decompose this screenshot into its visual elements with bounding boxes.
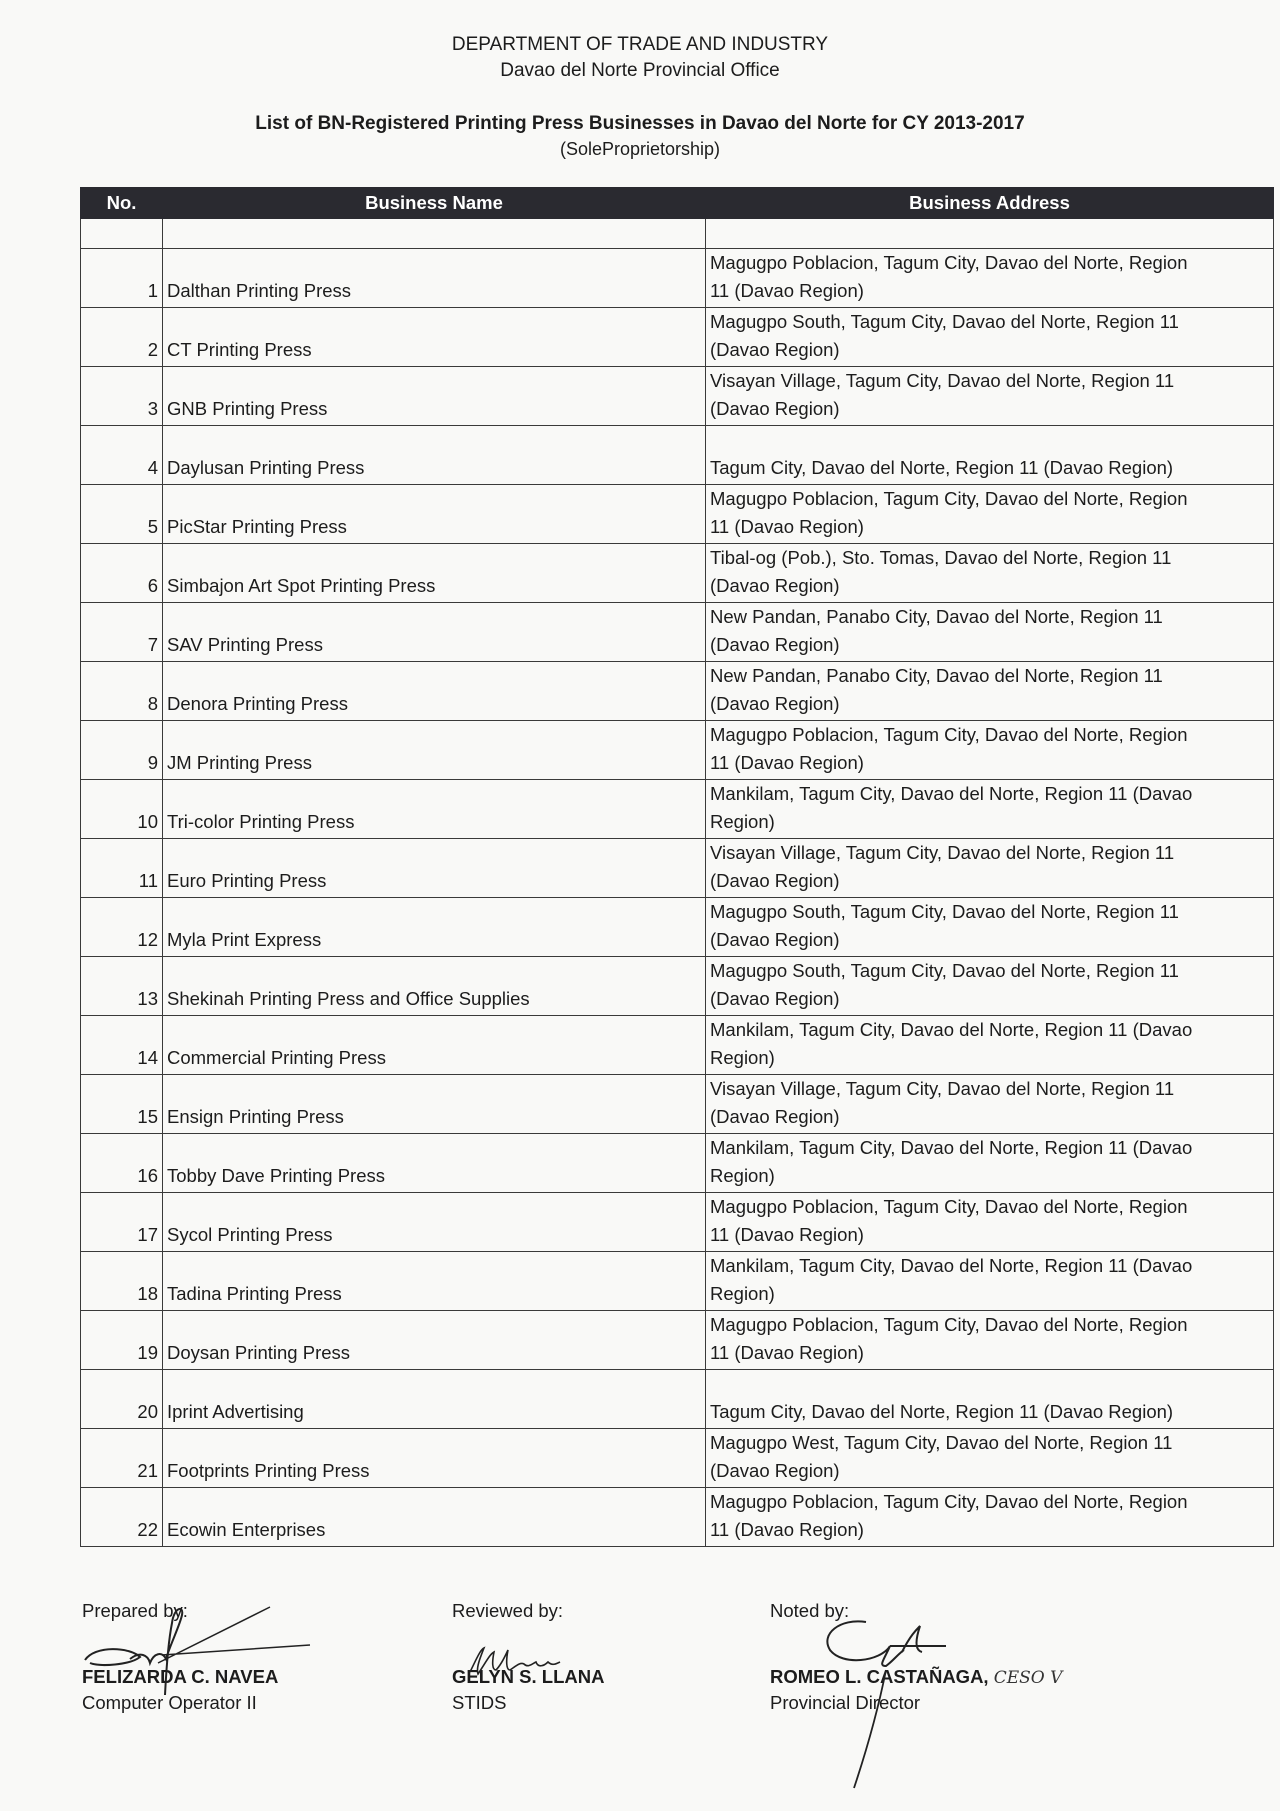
reviewed-by-name: GELYN S. LLANA xyxy=(452,1666,605,1687)
blank-cell xyxy=(706,219,1274,249)
address-line-2: Region) xyxy=(710,1047,775,1068)
business-name: Daylusan Printing Press xyxy=(163,426,706,485)
address-line-2: (Davao Region) xyxy=(710,398,840,419)
business-address xyxy=(706,426,1274,485)
address-line-2: (Davao Region) xyxy=(710,1460,840,1481)
office-name: Davao del Norte Provincial Office xyxy=(500,60,780,81)
table-row xyxy=(81,780,1274,839)
business-address xyxy=(706,780,1274,839)
row-number: 20 xyxy=(81,1370,163,1429)
business-address xyxy=(706,485,1274,544)
address-line-2: (Davao Region) xyxy=(710,929,840,950)
business-address xyxy=(706,544,1274,603)
address-line-1: Tibal-og (Pob.), Sto. Tomas, Davao del Norte, Region 11 xyxy=(710,547,1172,568)
noted-by-name: ROMEO L. CASTAÑAGA, xyxy=(770,1666,989,1687)
address-line-1: Magugpo South, Tagum City, Davao del Norte, Region 11 xyxy=(710,311,1179,332)
business-address xyxy=(706,1075,1274,1134)
address-line-1: Magugpo Poblacion, Tagum City, Davao del Norte, Region xyxy=(710,724,1188,745)
row-number: 4 xyxy=(81,426,163,485)
business-name: Ensign Printing Press xyxy=(163,1075,706,1134)
address-line-1: Magugpo Poblacion, Tagum City, Davao del Norte, Region xyxy=(710,1196,1188,1217)
business-address xyxy=(706,1134,1274,1193)
document-subtitle: (SoleProprietorship) xyxy=(559,139,721,159)
address-line-2: Tagum City, Davao del Norte, Region 11 (Davao Region) xyxy=(710,457,1174,478)
table-row xyxy=(81,544,1274,603)
table-row xyxy=(81,1134,1274,1193)
reviewed-by-label: Reviewed by: xyxy=(452,1600,564,1621)
business-address xyxy=(706,1193,1274,1252)
address-line-1 xyxy=(710,426,1269,454)
business-address xyxy=(706,1016,1274,1075)
business-address xyxy=(706,367,1274,426)
address-line-2: (Davao Region) xyxy=(710,988,840,1009)
column-header-business-address: Business Address xyxy=(706,188,1274,219)
business-address xyxy=(706,249,1274,308)
row-number: 13 xyxy=(81,957,163,1016)
address-line-1: Magugpo Poblacion, Tagum City, Davao del Norte, Region xyxy=(710,1491,1188,1512)
address-line-2: 11 (Davao Region) xyxy=(710,280,864,301)
address-line-1: Mankilam, Tagum City, Davao del Norte, Region 11 (Davao xyxy=(710,1255,1193,1276)
table-row xyxy=(81,898,1274,957)
table-row xyxy=(81,662,1274,721)
address-line-1: Magugpo Poblacion, Tagum City, Davao del Norte, Region xyxy=(710,252,1188,273)
business-name: Iprint Advertising xyxy=(163,1370,706,1429)
table-row xyxy=(81,721,1274,780)
business-name: Tadina Printing Press xyxy=(163,1252,706,1311)
table-row xyxy=(81,1370,1274,1429)
column-header-number: No. xyxy=(81,188,163,219)
business-address xyxy=(706,898,1274,957)
address-line-2: 11 (Davao Region) xyxy=(710,752,864,773)
address-line-2: (Davao Region) xyxy=(710,693,840,714)
row-number: 3 xyxy=(81,367,163,426)
table-row xyxy=(81,1016,1274,1075)
business-address xyxy=(706,839,1274,898)
business-address xyxy=(706,308,1274,367)
business-address xyxy=(706,1370,1274,1429)
business-address xyxy=(706,603,1274,662)
address-line-1: Mankilam, Tagum City, Davao del Norte, Region 11 (Davao xyxy=(710,1019,1193,1040)
table-row xyxy=(81,957,1274,1016)
address-line-1: Visayan Village, Tagum City, Davao del Norte, Region 11 xyxy=(710,842,1175,863)
business-registry-table xyxy=(80,187,1274,1547)
document-title: List of BN-Registered Printing Press Businesses in Davao del Norte for CY 2013-2017 xyxy=(255,113,1025,134)
table-row xyxy=(81,367,1274,426)
address-line-1: Magugpo South, Tagum City, Davao del Norte, Region 11 xyxy=(710,901,1179,922)
table-row xyxy=(81,426,1274,485)
address-line-1: Magugpo Poblacion, Tagum City, Davao del Norte, Region xyxy=(710,488,1188,509)
business-address xyxy=(706,662,1274,721)
blank-row xyxy=(81,219,1274,249)
row-number: 1 xyxy=(81,249,163,308)
table-row xyxy=(81,1429,1274,1488)
row-number: 7 xyxy=(81,603,163,662)
address-line-2: 11 (Davao Region) xyxy=(710,1224,864,1245)
business-name: Ecowin Enterprises xyxy=(163,1488,706,1547)
noted-by-suffix: CESO V xyxy=(993,1668,1063,1688)
row-number: 6 xyxy=(81,544,163,603)
row-number: 19 xyxy=(81,1311,163,1370)
address-line-2: (Davao Region) xyxy=(710,634,840,655)
business-name: PicStar Printing Press xyxy=(163,485,706,544)
row-number: 18 xyxy=(81,1252,163,1311)
table-row xyxy=(81,839,1274,898)
address-line-2: Region) xyxy=(710,1283,775,1304)
address-line-2: (Davao Region) xyxy=(710,575,840,596)
row-number: 9 xyxy=(81,721,163,780)
address-line-1 xyxy=(710,1370,1269,1398)
business-address xyxy=(706,1488,1274,1547)
row-number: 16 xyxy=(81,1134,163,1193)
prepared-by-label: Prepared by: xyxy=(82,1600,188,1621)
business-address xyxy=(706,1429,1274,1488)
row-number: 12 xyxy=(81,898,163,957)
business-name: Tobby Dave Printing Press xyxy=(163,1134,706,1193)
address-line-2: Region) xyxy=(710,1165,775,1186)
business-name: JM Printing Press xyxy=(163,721,706,780)
business-address xyxy=(706,1252,1274,1311)
noted-by-name-line xyxy=(770,1666,1062,1688)
address-line-2: 11 (Davao Region) xyxy=(710,1342,864,1363)
address-line-1: Mankilam, Tagum City, Davao del Norte, Region 11 (Davao xyxy=(710,1137,1193,1158)
business-name: Footprints Printing Press xyxy=(163,1429,706,1488)
table-row xyxy=(81,1311,1274,1370)
business-name: Shekinah Printing Press and Office Supplies xyxy=(163,957,706,1016)
table-row xyxy=(81,1488,1274,1547)
table-row xyxy=(81,249,1274,308)
address-line-1: Magugpo West, Tagum City, Davao del Norte, Region 11 xyxy=(710,1432,1173,1453)
noted-by-block xyxy=(770,1600,1062,1714)
prepared-by-block xyxy=(82,1600,278,1714)
table-row xyxy=(81,603,1274,662)
row-number: 2 xyxy=(81,308,163,367)
row-number: 21 xyxy=(81,1429,163,1488)
address-line-2: (Davao Region) xyxy=(710,339,840,360)
business-name: Dalthan Printing Press xyxy=(163,249,706,308)
agency-name: DEPARTMENT OF TRADE AND INDUSTRY xyxy=(451,34,829,55)
business-name: Doysan Printing Press xyxy=(163,1311,706,1370)
noted-by-label: Noted by: xyxy=(770,1600,850,1621)
row-number: 15 xyxy=(81,1075,163,1134)
address-line-1: Visayan Village, Tagum City, Davao del Norte, Region 11 xyxy=(710,370,1175,391)
business-name: Commercial Printing Press xyxy=(163,1016,706,1075)
reviewed-by-block xyxy=(452,1600,604,1714)
address-line-1: Magugpo South, Tagum City, Davao del Norte, Region 11 xyxy=(710,960,1179,981)
business-name: Denora Printing Press xyxy=(163,662,706,721)
column-header-business-name: Business Name xyxy=(163,188,706,219)
table-row xyxy=(81,308,1274,367)
noted-by-role: Provincial Director xyxy=(770,1692,921,1713)
row-number: 11 xyxy=(81,839,163,898)
address-line-1: Visayan Village, Tagum City, Davao del Norte, Region 11 xyxy=(710,1078,1175,1099)
table-row xyxy=(81,485,1274,544)
prepared-by-name: FELIZARDA C. NAVEA xyxy=(82,1666,279,1687)
address-line-1: New Pandan, Panabo City, Davao del Norte, Region 11 xyxy=(710,665,1163,686)
row-number: 22 xyxy=(81,1488,163,1547)
table-row xyxy=(81,1193,1274,1252)
row-number: 5 xyxy=(81,485,163,544)
address-line-1: Mankilam, Tagum City, Davao del Norte, Region 11 (Davao xyxy=(710,783,1193,804)
business-name: GNB Printing Press xyxy=(163,367,706,426)
table-row xyxy=(81,1252,1274,1311)
address-line-2: (Davao Region) xyxy=(710,870,840,891)
blank-cell xyxy=(163,219,706,249)
address-line-2: Region) xyxy=(710,811,775,832)
business-address xyxy=(706,957,1274,1016)
business-name: Euro Printing Press xyxy=(163,839,706,898)
business-name: SAV Printing Press xyxy=(163,603,706,662)
address-line-2: 11 (Davao Region) xyxy=(710,1519,864,1540)
blank-cell xyxy=(81,219,163,249)
row-number: 8 xyxy=(81,662,163,721)
business-name: Myla Print Express xyxy=(163,898,706,957)
address-line-2: (Davao Region) xyxy=(710,1106,840,1127)
prepared-by-role: Computer Operator II xyxy=(82,1692,257,1713)
table-header-row xyxy=(81,188,1274,219)
reviewed-by-role: STIDS xyxy=(452,1692,507,1713)
address-line-1: New Pandan, Panabo City, Davao del Norte, Region 11 xyxy=(710,606,1163,627)
business-name: Simbajon Art Spot Printing Press xyxy=(163,544,706,603)
business-address xyxy=(706,721,1274,780)
row-number: 10 xyxy=(81,780,163,839)
address-line-2: Tagum City, Davao del Norte, Region 11 (Davao Region) xyxy=(710,1401,1174,1422)
business-address xyxy=(706,1311,1274,1370)
row-number: 17 xyxy=(81,1193,163,1252)
address-line-1: Magugpo Poblacion, Tagum City, Davao del Norte, Region xyxy=(710,1314,1188,1335)
business-name: CT Printing Press xyxy=(163,308,706,367)
business-name: Tri-color Printing Press xyxy=(163,780,706,839)
table-row xyxy=(81,1075,1274,1134)
business-name: Sycol Printing Press xyxy=(163,1193,706,1252)
row-number: 14 xyxy=(81,1016,163,1075)
address-line-2: 11 (Davao Region) xyxy=(710,516,864,537)
